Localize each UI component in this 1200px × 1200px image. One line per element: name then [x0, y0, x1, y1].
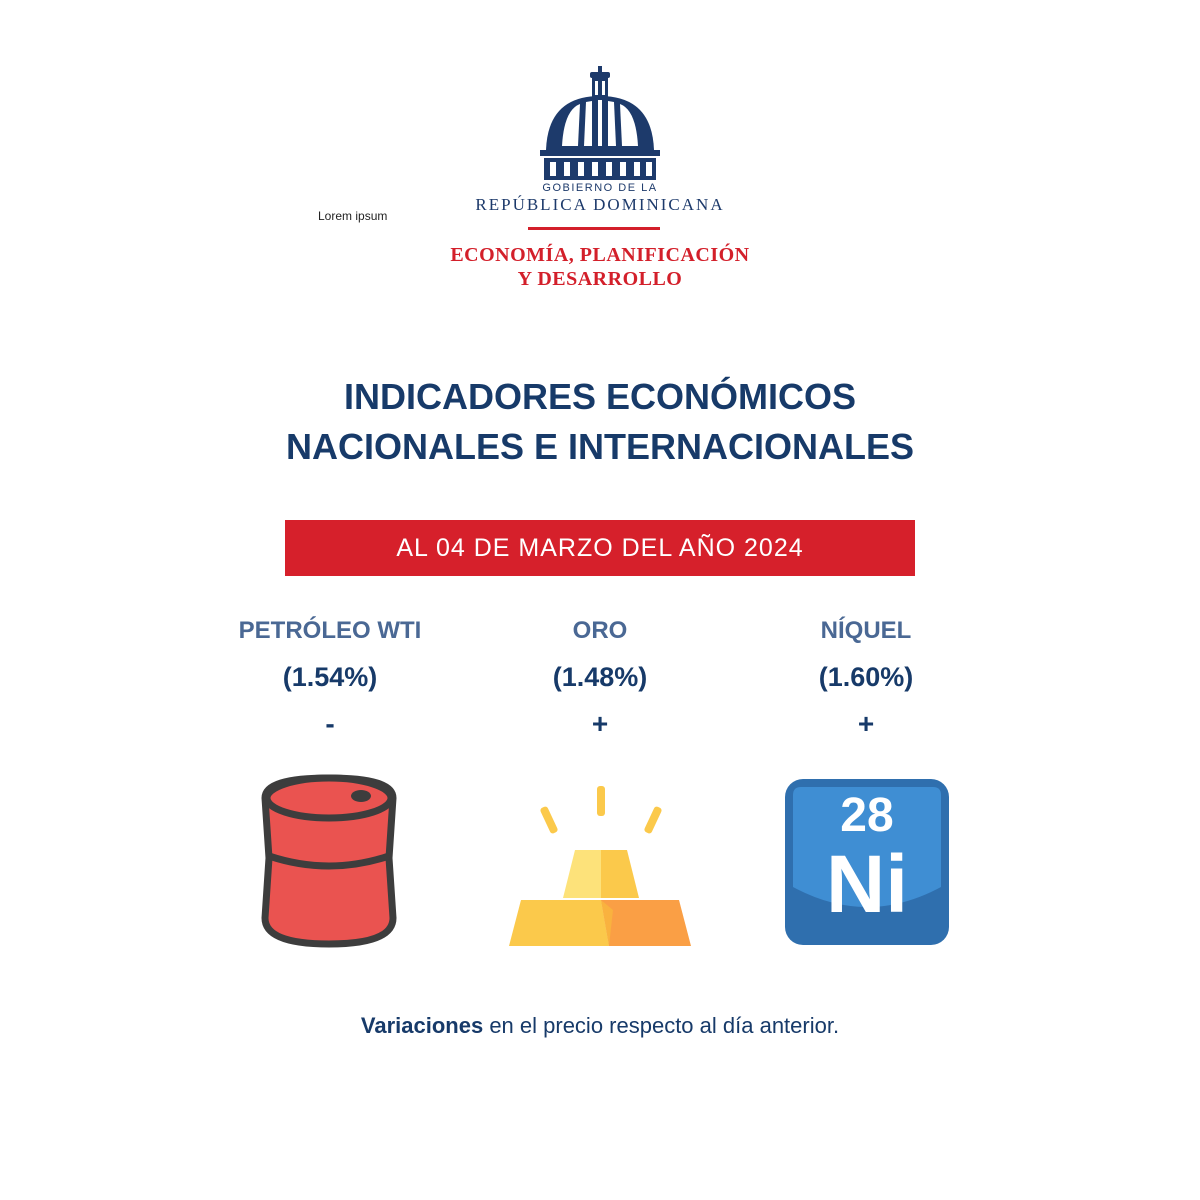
government-dome-logo-icon [540, 66, 660, 184]
element-number: 28 [840, 789, 894, 842]
element-symbol: Ni [826, 839, 908, 930]
gov-line-large: REPÚBLICA DOMINICANA [475, 195, 725, 214]
indicator-label-nickel: NÍQUEL [820, 617, 912, 644]
divider [528, 227, 660, 230]
indicator-sign-oil: - [325, 708, 335, 739]
placeholder-text: Lorem ipsum [318, 209, 388, 223]
indicator-pct-gold: (1.48%) [552, 662, 648, 692]
footnote-bold: Variaciones [360, 1013, 484, 1038]
ministry-name-line1: ECONOMÍA, PLANIFICACIÓN [450, 244, 750, 266]
footnote-rest: en el precio respecto al día anterior. [483, 1013, 840, 1038]
gov-line-small: GOBIERNO DE LA [542, 182, 658, 194]
indicator-sign-nickel: + [857, 708, 875, 739]
page-title-line2: NACIONALES E INTERNACIONALES [285, 426, 915, 467]
page-title-line1: INDICADORES ECONÓMICOS [343, 376, 857, 417]
ministry-name-line2: Y DESARROLLO [517, 268, 683, 290]
indicator-pct-nickel: (1.60%) [818, 662, 914, 692]
indicator-pct-oil: (1.54%) [282, 662, 378, 692]
gold-bars-icon [505, 780, 695, 950]
oil-barrel-icon [255, 768, 403, 954]
indicator-sign-gold: + [591, 708, 609, 739]
indicator-label-oil: PETRÓLEO WTI [238, 617, 422, 644]
date-banner: AL 04 DE MARZO DEL AÑO 2024 [285, 520, 915, 576]
indicator-label-gold: ORO [572, 617, 628, 644]
footnote [0, 1013, 1200, 1039]
